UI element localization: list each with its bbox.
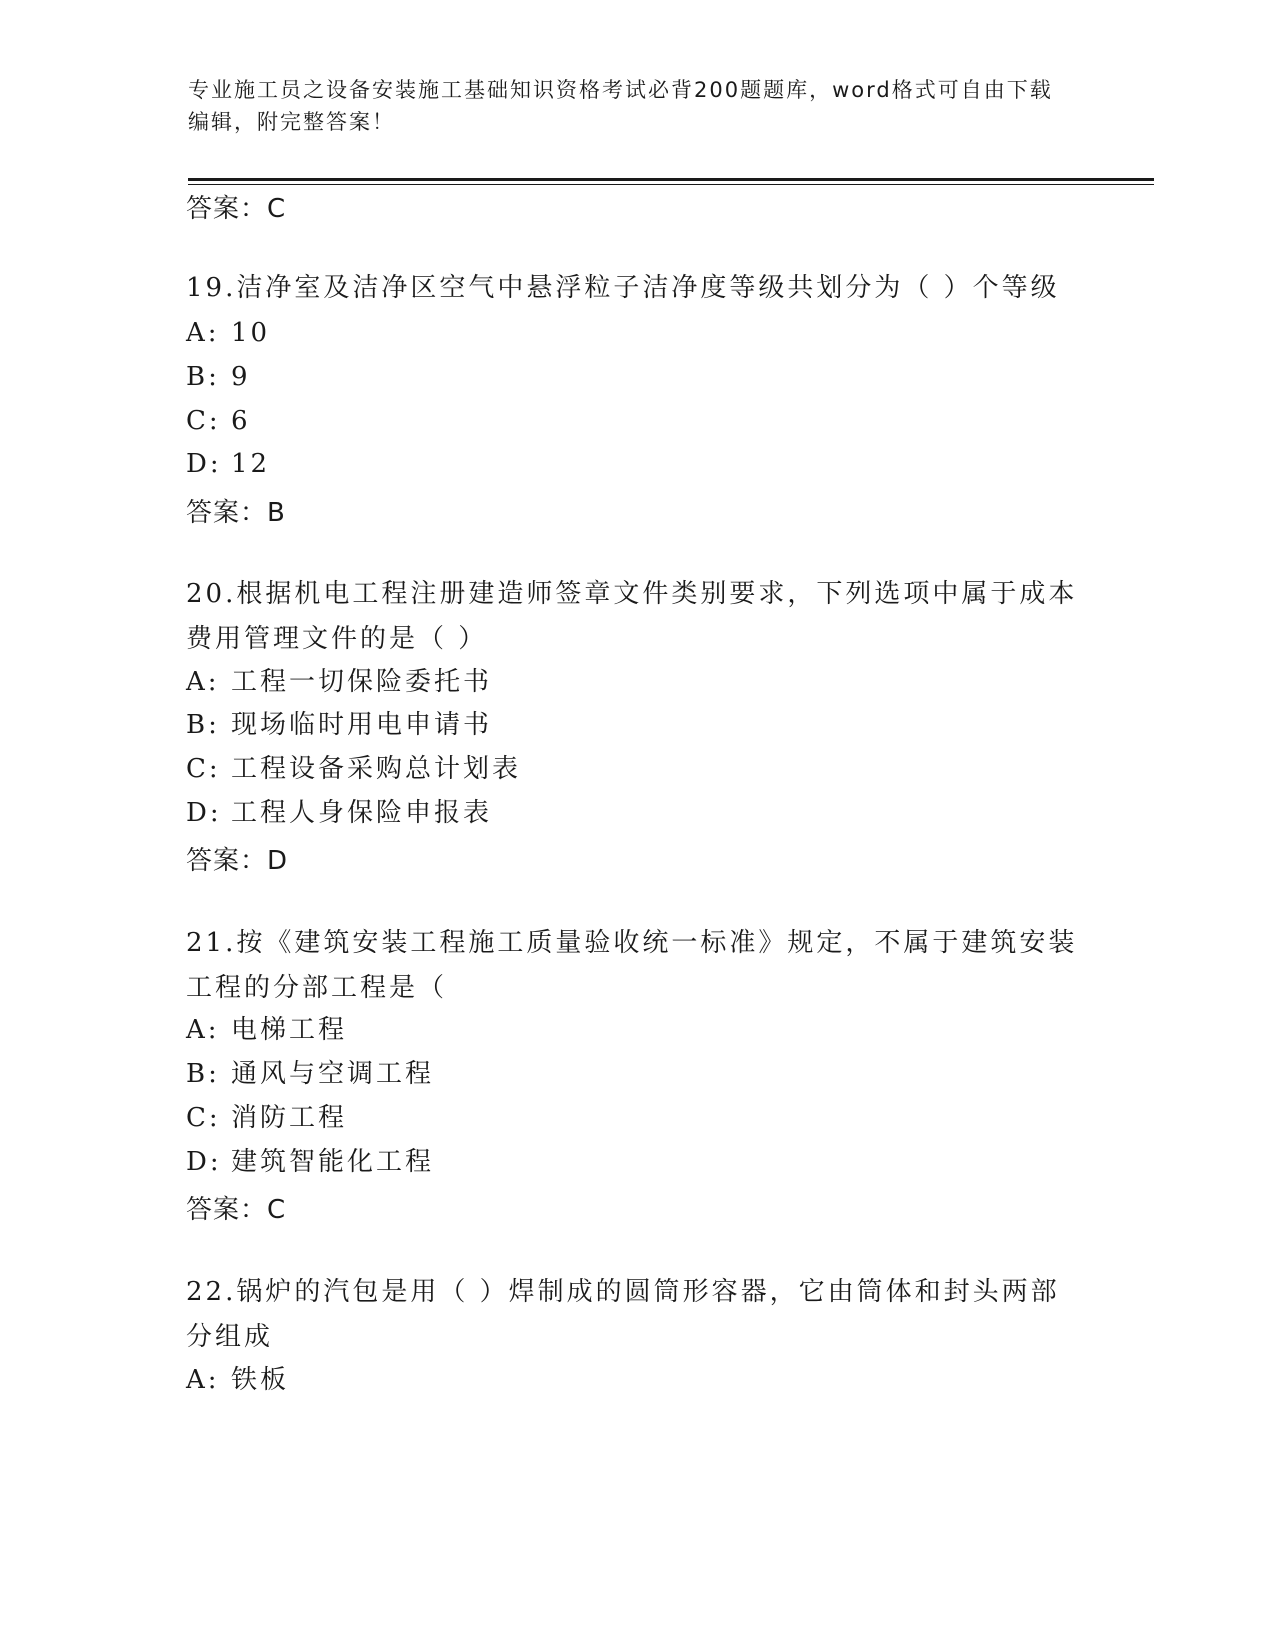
header-rule-thin	[188, 184, 1154, 185]
question-22-text: 22.锅炉的汽包是用（ ）焊制成的圆筒形容器，它由筒体和封头两部分组成	[186, 1277, 1060, 1352]
question-19-text: 19.洁净室及洁净区空气中悬浮粒子洁净度等级共划分为（ ）个等级	[186, 273, 1060, 303]
answer-line-q19: 答案：B	[186, 498, 286, 528]
answer-line-q20: 答案：D	[186, 846, 289, 876]
answer-line-q21: 答案：C	[186, 1195, 287, 1225]
document-header: 专业施工员之设备安装施工基础知识资格考试必背200题题库，word格式可自由下载编辑，附完整答案！	[188, 78, 1053, 134]
question-19-option-a: A: 10	[186, 318, 271, 348]
answer-line-q18: 答案：C	[186, 194, 287, 224]
question-20-option-b: B: 现场临时用电申请书	[186, 710, 493, 740]
question-19-option-d: D: 12	[186, 449, 271, 479]
question-20-option-c: C: 工程设备采购总计划表	[186, 754, 522, 784]
question-21-option-b: B: 通风与空调工程	[186, 1059, 435, 1089]
question-21-option-a: A: 电梯工程	[186, 1015, 348, 1045]
question-21-text: 21.按《建筑安装工程施工质量验收统一标准》规定，不属于建筑安装工程的分部工程是（	[186, 928, 1078, 1003]
question-20-option-d: D: 工程人身保险申报表	[186, 798, 493, 828]
header-rule-thick	[188, 178, 1154, 181]
question-21-option-c: C: 消防工程	[186, 1103, 348, 1133]
question-20-text: 20.根据机电工程注册建造师签章文件类别要求，下列选项中属于成本费用管理文件的是（ ）	[186, 579, 1078, 654]
question-20-option-a: A: 工程一切保险委托书	[186, 667, 493, 697]
question-19-option-c: C: 6	[186, 406, 251, 436]
question-21-option-d: D: 建筑智能化工程	[186, 1147, 435, 1177]
question-19-option-b: B: 9	[186, 362, 251, 392]
question-22-option-a: A: 铁板	[186, 1365, 290, 1395]
